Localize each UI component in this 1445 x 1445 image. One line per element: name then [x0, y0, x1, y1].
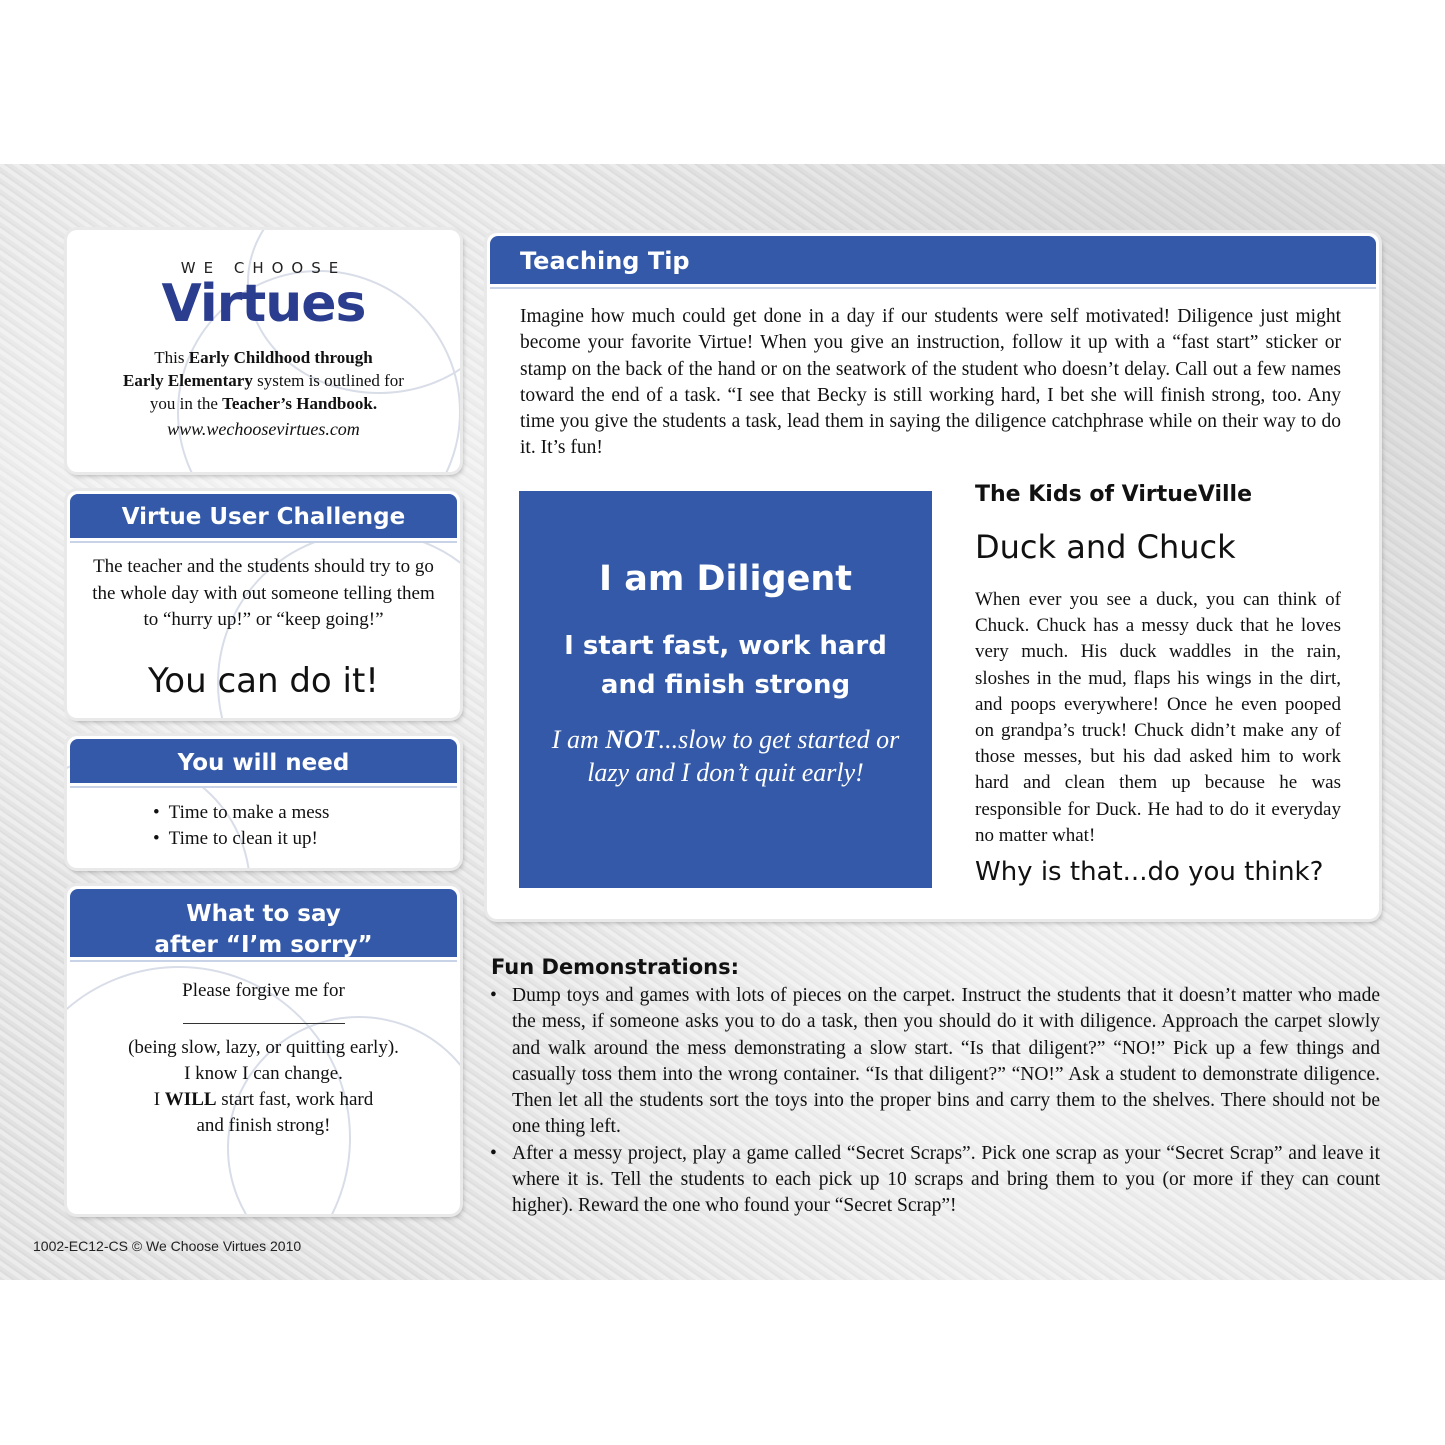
challenge-text: The teacher and the students should try to go the whole day with out someone telling them to “hurry up!” or “keep going!” [92, 556, 435, 630]
story-question: Why is that...do you think? [975, 857, 1324, 887]
needs-card [67, 736, 460, 868]
list-item: • Dump toys and games with lots of pieces on the carpet. Instruct the students that it doesn’t matter who made the mess, if someone asks you to do a task, then you should do it with diligence. Approach the carpet slowly and walk around the mess demonstrating a slow start. “Is that diligent?” “NO!” Pick up a few things and casually toss them into the wrong container. “Is that diligent?” “NO!” Ask a student to demonstrate diligence. Then let all the students sort the toys into the proper bins and carry them to the shelves. There should not be one thing left. [490, 983, 1380, 1141]
diligent-motto: I start fast, work hard and finish strong [564, 631, 887, 700]
needs-list [153, 800, 329, 852]
sorry-text: Please forgive me for (being slow, lazy, or quitting early). I know I can change. I WILL start fast, work hard and finish strong! [128, 980, 399, 1136]
sorry-title: What to say after “I’m sorry” [70, 889, 457, 960]
diligent-not-statement: I am NOT...slow to get started or lazy and I don’t quit early! [551, 725, 900, 787]
logo-tagline: WE CHOOSE [180, 259, 347, 277]
teaching-tip-title: Teaching Tip [490, 236, 1376, 287]
list-item: • Time to clean it up! [153, 826, 329, 852]
teaching-tip-card [487, 233, 1379, 919]
story-text: When ever you see a duck, you can think of Chuck. Chuck has a messy duck that he loves very much. His duck waddles in the rain, sloshes in the mud, flaps his wings in the dirt, and poops everywhere! Once he even pooped on grandpa’s truck! Chuck didn’t make any of those messes, but his dad asked him to work hard and clean them up because he was responsible for Duck. He had to do it everyday no matter what! [975, 589, 1341, 846]
challenge-card [67, 491, 460, 718]
story-title: Duck and Chuck [975, 528, 1236, 566]
copyright-footer: 1002-EC12-CS © We Choose Virtues 2010 [33, 1238, 302, 1254]
fill-in-blank [183, 1023, 345, 1024]
diligent-title: I am Diligent [599, 559, 852, 599]
teaching-tip-text: Imagine how much could get done in a day if our students were self motivated! Diligence just might become your favorite Virtue! When you give an instruction, follow it up with a “fast start” sticker or stamp on the back of the hand or on the seatwork of the student who doesn’t delay. Call out a few names toward the end of a task. “I see that Becky is still working hard, I bet she will finish strong, too. Any time you give the students a task, lead them in saying the diligence catchphrase while on their way to do it. It’s fun! [520, 306, 1341, 459]
list-item: • After a messy project, play a game called “Secret Scraps”. Pick one scrap as your “Secret Scrap” and leave it where it is. Tell the students to each pick up 10 scraps and bring them to you (or more if they can count higher). Reward the one who found your “Secret Scrap”! [490, 1141, 1380, 1220]
logo-card [67, 230, 460, 472]
fun-demonstrations-list [490, 983, 1380, 1220]
kids-section-title: The Kids of VirtueVille [975, 482, 1252, 507]
challenge-cheer: You can do it! [148, 661, 379, 701]
list-item: • Time to make a mess [153, 800, 329, 826]
challenge-title: Virtue User Challenge [70, 494, 457, 541]
website-link[interactable]: www.wechoosevirtues.com [167, 419, 360, 439]
logo-description: This Early Childhood through Early Elementary system is outlined for you in the Teacher’s Handbook. [123, 348, 404, 413]
needs-title: You will need [70, 739, 457, 786]
logo-wordmark: Virtues [161, 274, 366, 334]
fun-demonstrations-title: Fun Demonstrations: [491, 955, 740, 979]
diligent-panel [519, 491, 932, 888]
sorry-card [67, 886, 460, 1214]
